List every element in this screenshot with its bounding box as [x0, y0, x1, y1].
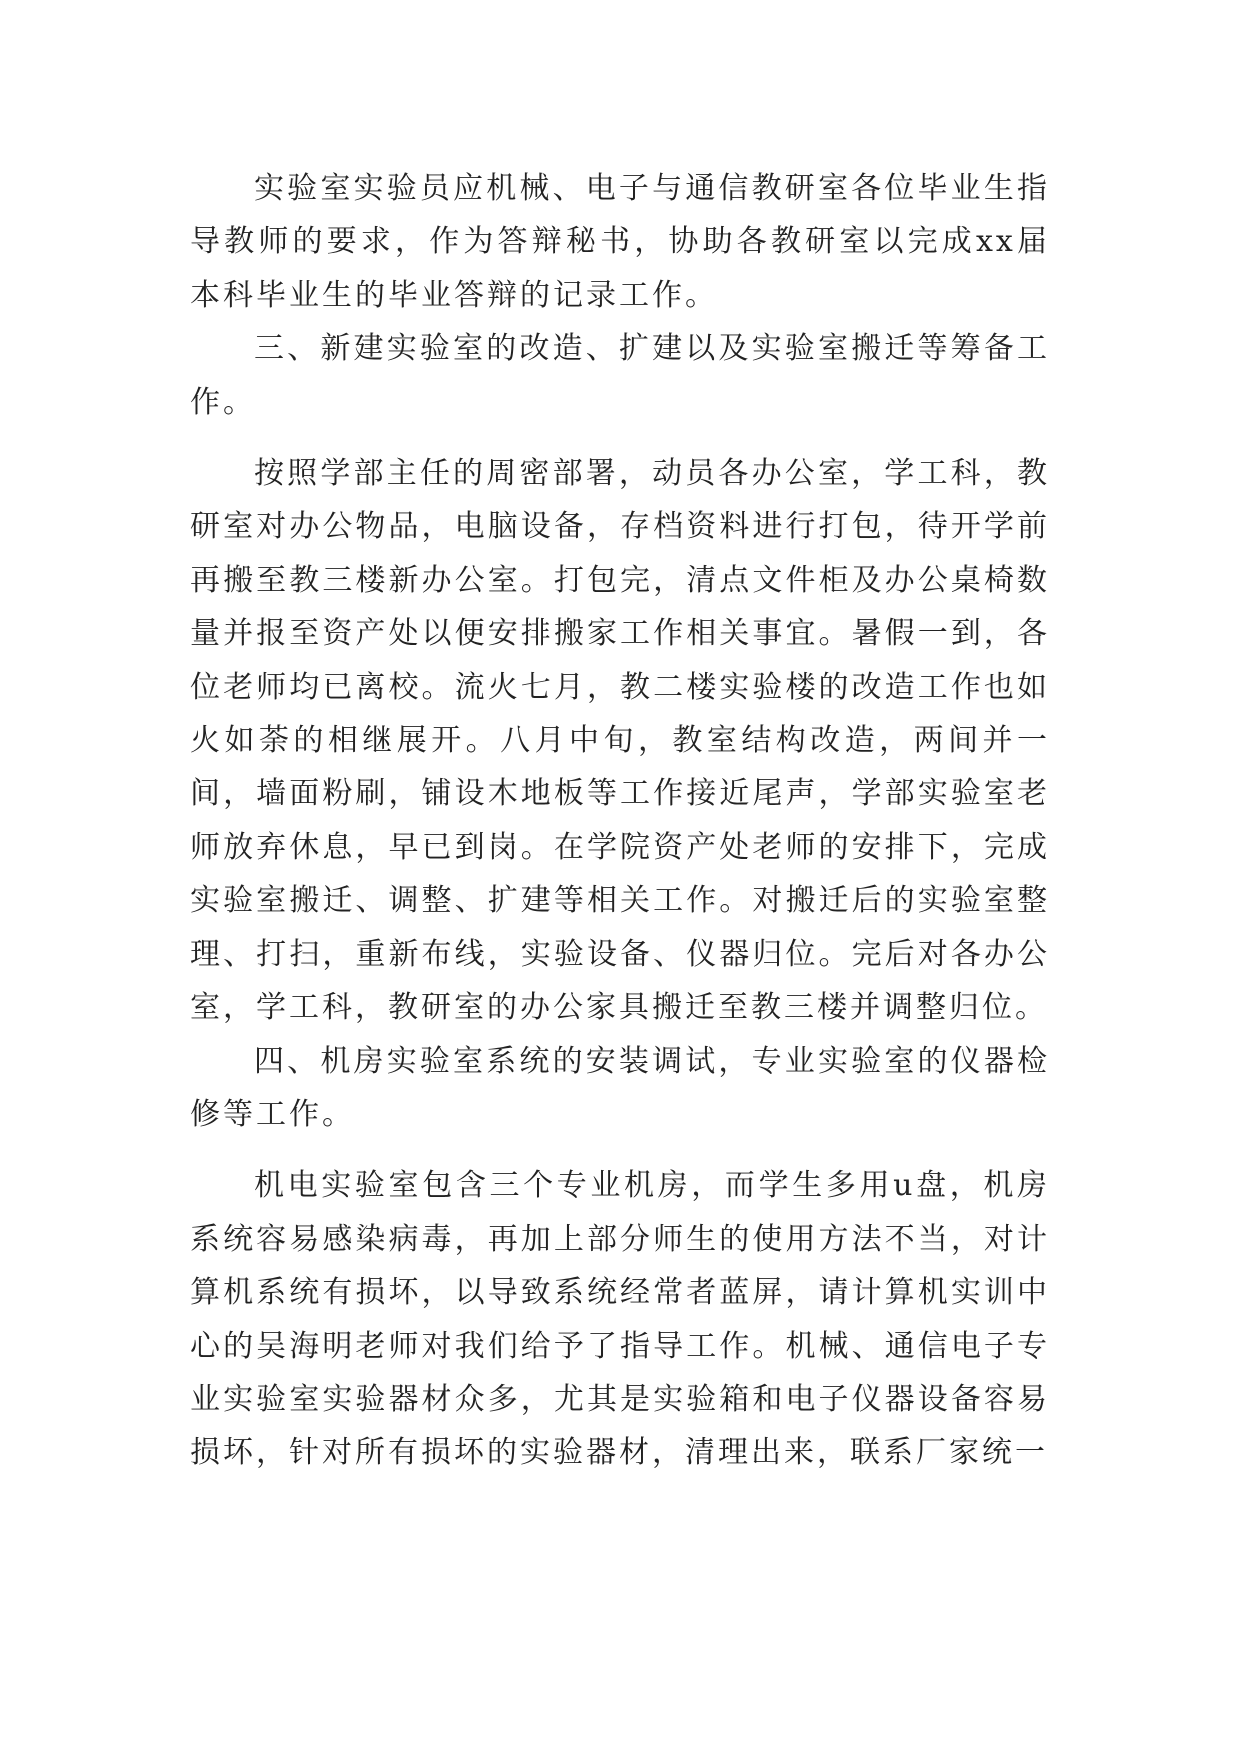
section-heading-lab-systems: 四、机房实验室系统的安装调试，专业实验室的仪器检修等工作。: [190, 1043, 1050, 1132]
paragraph-relocation: 按照学部主任的周密部署，动员各办公室，学工科，教研室对办公物品，电脑设备，存档资料进行打包，待开学前再搬至教三楼新办公室。打包完，清点文件柜及办公桌椅数量并报至资产处以便安排搬家工作相关事宜。暑假一到，各位老师均已离校。流火七月，教二楼实验楼的改造工作也如火如荼的相继展开。八月中旬，教室结构改造，两间并一间，墙面粉刷，铺设木地板等工作接近尾声，学部实验室老师放弃休息，早已到岗。在学院资产处老师的安排下，完成实验室搬迁、调整、扩建等相关工作。对搬迁后的实验室整理、打扫，重新布线，实验设备、仪器归位。完后对各办公室，学工科，教研室的办公家具搬迁至教三楼并调整归位。: [190, 456, 1050, 1026]
paragraph-defense-secretary: 实验室实验员应机械、电子与通信教研室各位毕业生指导教师的要求，作为答辩秘书，协助各教研室以完成xx届本科毕业生的毕业答辩的记录工作。: [190, 171, 1050, 313]
paragraph-computer-lab: 机电实验室包含三个专业机房，而学生多用u盘，机房系统容易感染病毒，再加上部分师生的使用方法不当，对计算机系统有损坏，以导致系统经常者蓝屏，请计算机实训中心的吴海明老师对我们给予了指导工作。机械、通信电子专业实验室实验器材众多，尤其是实验箱和电子仪器设备容易损坏，针对所有损坏的实验器材，清理出来，联系厂家统一: [190, 1168, 1050, 1471]
section-heading-lab-construction: 三、新建实验室的改造、扩建以及实验室搬迁等筹备工作。: [190, 331, 1050, 420]
document-body: [190, 162, 1050, 1480]
